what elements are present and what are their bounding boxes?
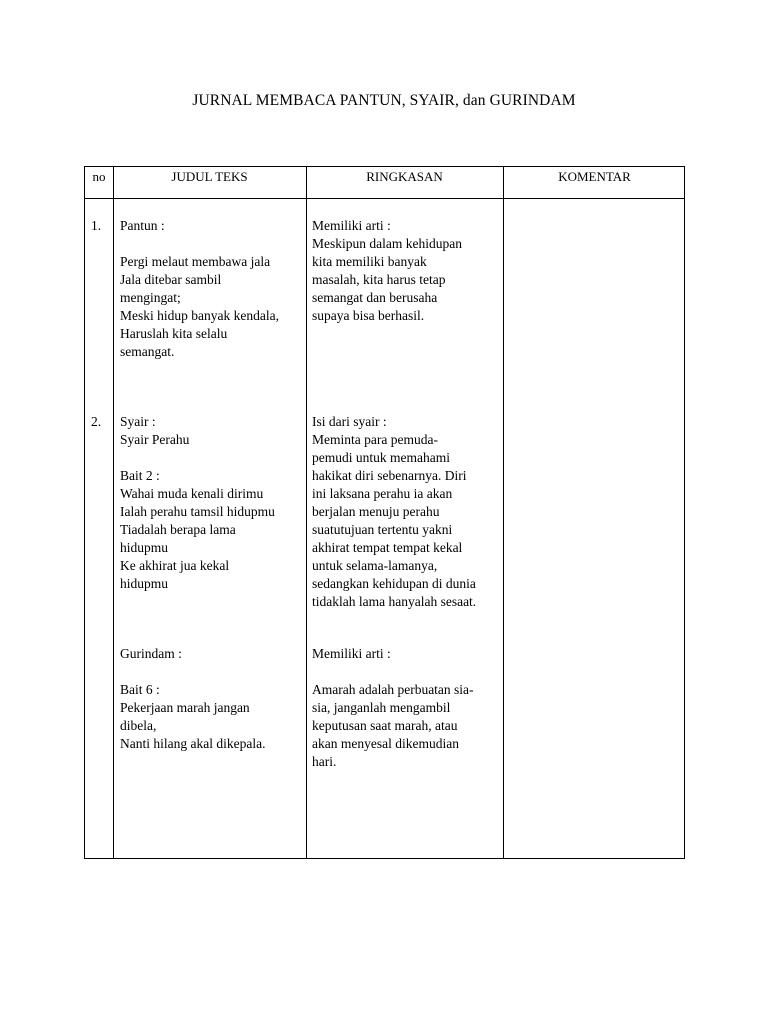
column-divider	[113, 167, 114, 858]
journal-table	[84, 166, 685, 859]
row-1-ringkasan: Memiliki arti : Meskipun dalam kehidupan kita memiliki banyak masalah, kita harus tetap semangat dan berusaha supaya bisa berhasil.	[312, 218, 462, 323]
header-no: no	[92, 169, 106, 184]
row-2-ringkasan: Isi dari syair : Meminta para pemuda- pemudi untuk memahami hakikat diri sebenarnya. Diri ini laksana perahu ia akan berjalan menuju perahu suatutujuan tertentu yakni akhirat tempat tempat kekal untuk selama-lamanya, sedangkan kehidupan di dunia tidaklah lama hanyalah sesaat.	[312, 414, 477, 609]
page-title: JURNAL MEMBACA PANTUN, SYAIR, dan GURINDAM	[192, 92, 576, 109]
row-3-ringkasan: Memiliki arti : Amarah adalah perbuatan sia- sia, janganlah mengambil keputusan saat marah, atau akan menyesal dikemudian hari.	[312, 646, 474, 769]
row-1-judul: Pantun : Pergi melaut membawa jala Jala ditebar sambil mengingat; Meski hidup banyak kendala, Haruslah kita selalu semangat.	[120, 218, 279, 359]
row-2-judul: Syair : Syair Perahu Bait 2 : Wahai muda kenali dirimu Ialah perahu tamsil hidupmu Tiadalah berapa lama hidupmu Ke akhirat jua kekal hidupmu	[120, 414, 275, 591]
row-1-no: 1.	[91, 218, 102, 233]
header-ringkasan: RINGKASAN	[366, 169, 443, 184]
row-3-judul: Gurindam : Bait 6 : Pekerjaan marah jangan dibela, Nanti hilang akal dikepala.	[120, 646, 266, 751]
row-2-no: 2.	[91, 414, 102, 429]
header-komentar: KOMENTAR	[558, 169, 631, 184]
column-divider	[306, 167, 307, 858]
header-judul-teks: JUDUL TEKS	[171, 169, 248, 184]
